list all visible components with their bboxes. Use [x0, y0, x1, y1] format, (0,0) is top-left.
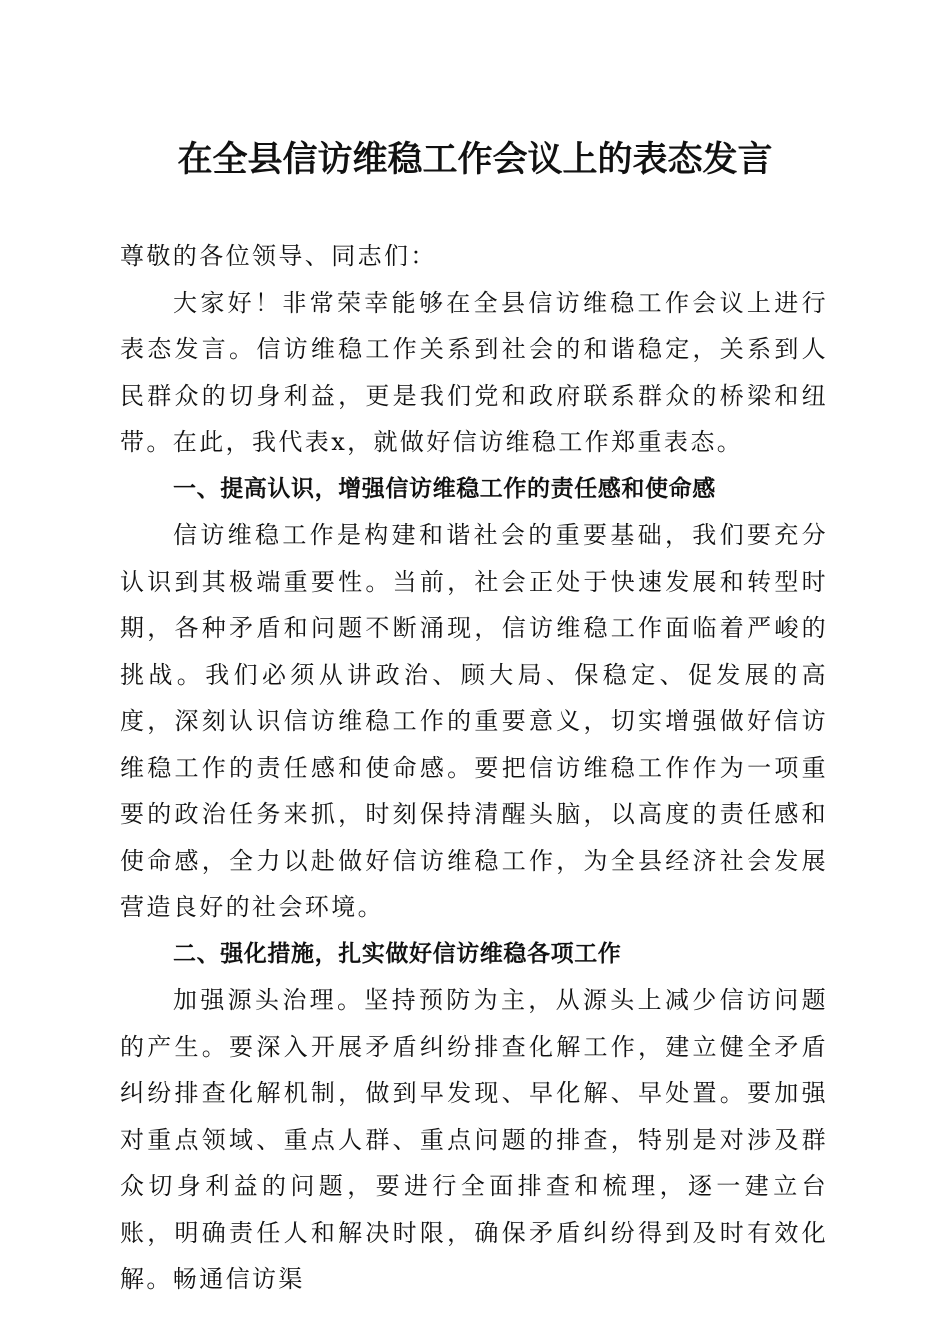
- section-heading-1: 一、提高认识，增强信访维稳工作的责任感和使命感: [173, 475, 716, 502]
- intro-paragraph: 大家好！非常荣幸能够在全县信访维稳工作会议上进行表态发言。信访维稳工作关系到社会的和谐稳定，关系到人民群众的切身利益，更是我们党和政府联系群众的桥梁和纽带。在此，我代表x，就做好信访维稳工作郑重表态。: [120, 288, 828, 456]
- section-heading-2: 二、强化措施，扎实做好信访维稳各项工作: [173, 940, 622, 967]
- document-title: 在全县信访维稳工作会议上的表态发言: [177, 139, 773, 180]
- document-body: [120, 233, 828, 1303]
- section-2-paragraph: 加强源头治理。坚持预防为主，从源头上减少信访问题的产生。要深入开展矛盾纠纷排查化解工作，建立健全矛盾纠纷排查化解机制，做到早发现、早化解、早处置。要加强对重点领域、重点人群、重点问题的排查，特别是对涉及群众切身利益的问题，要进行全面排查和梳理，逐一建立台账，明确责任人和解决时限，确保矛盾纠纷得到及时有效化解。畅通信访渠: [120, 986, 828, 1293]
- salutation: 尊敬的各位领导、同志们：: [120, 242, 437, 270]
- section-1-paragraph: 信访维稳工作是构建和谐社会的重要基础，我们要充分认识到其极端重要性。当前，社会正处于快速发展和转型时期，各种矛盾和问题不断涌现，信访维稳工作面临着严峻的挑战。我们必须从讲政治、顾大局、保稳定、促发展的高度，深刻认识信访维稳工作的重要意义，切实增强做好信访维稳工作的责任感和使命感。要把信访维稳工作作为一项重要的政治任务来抓，时刻保持清醒头脑，以高度的责任感和使命感，全力以赴做好信访维稳工作，为全县经济社会发展营造良好的社会环境。: [120, 521, 828, 921]
